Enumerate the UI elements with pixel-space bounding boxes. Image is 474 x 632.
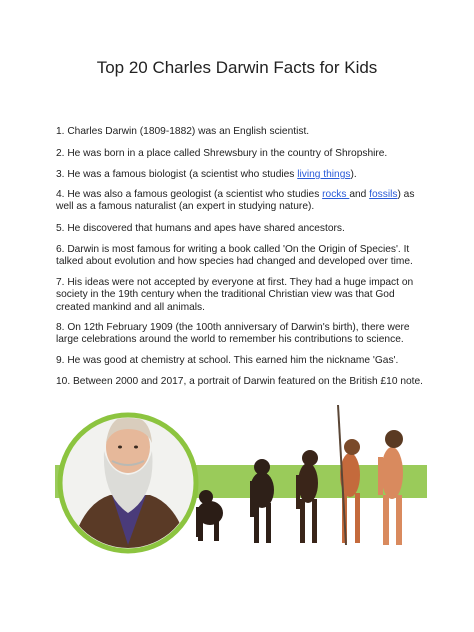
fact-4-text: 4. He was also a famous geologist (a scientist who studies: [56, 189, 323, 200]
fact-8: 8. On 12th February 1909 (the 100th anniversary of Darwin's birth), there were large celebrations around the world to remember his contributions to science.: [56, 322, 410, 346]
fact-9: 9. He was good at chemistry at school. This earned him the nickname 'Gas'.: [56, 355, 399, 366]
fact-10: 10. Between 2000 and 2017, a portrait of Darwin featured on the British £10 note.: [56, 376, 423, 387]
link-living-things[interactable]: living things: [297, 169, 351, 180]
fact-3-text: 3. He was a famous biologist (a scientist who studies: [56, 169, 298, 180]
fact-3: [56, 169, 426, 181]
fact-4: [56, 189, 426, 214]
link-fossils[interactable]: fossils: [369, 189, 398, 200]
darwin-portrait: [60, 415, 196, 555]
fact-5: 5. He discovered that humans and apes have shared ancestors.: [56, 223, 345, 234]
figure-hominid-1: [296, 450, 318, 543]
fact-2: 2. He was born in a place called Shrewsbury in the country of Shropshire.: [56, 148, 388, 159]
fact-1: 1. Charles Darwin (1809-1882) was an English scientist.: [56, 126, 310, 137]
fact-3-text-end: ).: [350, 169, 357, 180]
link-rocks[interactable]: rocks: [322, 189, 350, 200]
fact-4-text-end: ) as well as a famous naturalist (an expert in studying nature).: [56, 189, 415, 213]
evolution-illustration: [0, 395, 474, 570]
figure-hominid-2: [338, 405, 360, 545]
figure-human: [378, 430, 403, 545]
fact-7: 7. His ideas were not accepted by everyone at first. They had a huge impact on society in the 19th century when the traditional Christian view was that God created mankind and all animals.: [56, 277, 414, 313]
fact-6: 6. Darwin is most famous for writing a book called 'On the Origin of Species'. It talked about evolution and how species had changed and developed over time.: [56, 244, 413, 268]
fact-4-and: and: [349, 189, 370, 200]
page-title: Top 20 Charles Darwin Facts for Kids: [96, 58, 378, 77]
